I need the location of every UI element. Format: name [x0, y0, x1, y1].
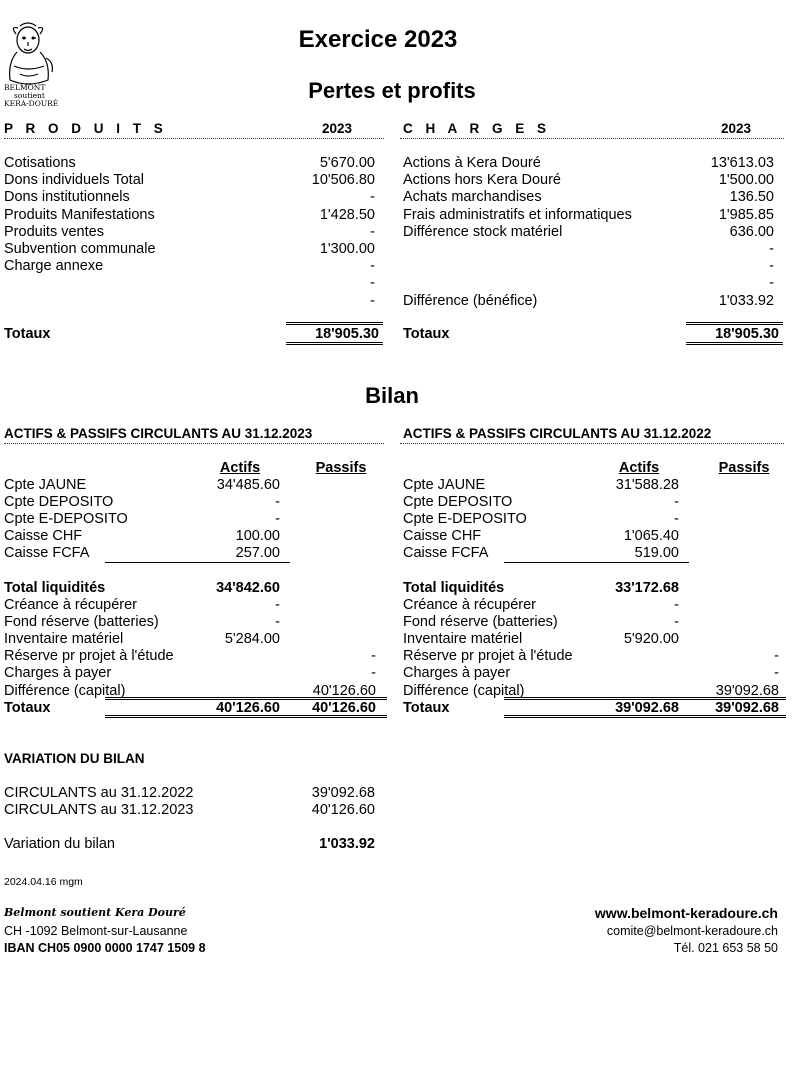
total-rule: [286, 342, 383, 343]
charge-label: Actions hors Kera Douré: [403, 172, 561, 188]
charge-label: Frais administratifs et informatiques: [403, 207, 632, 223]
total-rule: [105, 717, 387, 718]
bilan-totaux-label: Totaux: [403, 700, 450, 716]
bilan-row-label: Inventaire matériel: [403, 631, 523, 647]
total-rule: [686, 344, 783, 345]
charge-value: -: [769, 275, 774, 291]
bilan-right-heading: ACTIFS & PASSIFS CIRCULANTS AU 31.12.2022: [403, 426, 712, 441]
bilan-row-label: Fond réserve (batteries): [4, 614, 159, 630]
bilan-row-label: Réserve pr projet à l'étude: [403, 648, 573, 664]
bilan-row-label: Créance à récupérer: [403, 597, 536, 613]
charge-label: Différence stock matériel: [403, 224, 563, 240]
bilan-actifs-value: 1'065.40: [623, 528, 679, 544]
bilan-row-label: Différence (capital): [403, 683, 525, 699]
passifs-column-header: Passifs: [718, 460, 770, 476]
bilan-actifs-value: 100.00: [235, 528, 280, 544]
total-rule: [686, 322, 783, 323]
section-title-bilan: Bilan: [365, 383, 419, 408]
total-liquidites-value: 34'842.60: [216, 580, 280, 596]
bilan-actifs-value: -: [275, 511, 280, 527]
variation-row-value: 40'126.60: [311, 802, 375, 818]
total-rule: [686, 342, 783, 343]
bilan-actifs-value: -: [275, 614, 280, 630]
bilan-actifs-value: -: [674, 614, 679, 630]
dotted-divider: [400, 138, 784, 139]
bilan-row-label: Cpte DEPOSITO: [403, 494, 513, 510]
bilan-row-label: Cpte E-DEPOSITO: [4, 511, 128, 527]
charge-label: Différence (bénéfice): [403, 293, 538, 309]
logo-text-line: soutient: [14, 91, 45, 100]
total-rule: [686, 324, 783, 325]
total-liquidites-label: Total liquidités: [403, 580, 505, 596]
variation-result-value: 1'033.92: [319, 836, 375, 852]
bilan-row-label: Cpte JAUNE: [403, 477, 486, 493]
charge-value: 1'500.00: [718, 172, 774, 188]
bilan-actifs-value: 31'588.28: [615, 477, 679, 493]
bilan-total-actifs: 40'126.60: [216, 700, 280, 716]
bilan-actifs-value: 519.00: [634, 545, 679, 561]
total-liquidites-label: Total liquidités: [4, 580, 106, 596]
bilan-total-actifs: 39'092.68: [615, 700, 679, 716]
bilan-row-label: Cpte E-DEPOSITO: [403, 511, 527, 527]
bilan-row-label: Caisse FCFA: [4, 545, 90, 561]
produits-total: 18'905.30: [315, 326, 379, 342]
dotted-divider: [400, 443, 784, 444]
dotted-divider: [4, 443, 384, 444]
charge-value: 1'033.92: [718, 293, 774, 309]
variation-row-label: CIRCULANTS au 31.12.2023: [4, 802, 194, 818]
bilan-passifs-value: -: [774, 648, 779, 664]
bilan-actifs-value: -: [275, 597, 280, 613]
produit-label: Dons institutionnels: [4, 189, 130, 205]
produit-value: 10'506.80: [311, 172, 375, 188]
variation-row-label: CIRCULANTS au 31.12.2022: [4, 785, 194, 801]
bilan-passifs-value: 39'092.68: [715, 683, 779, 699]
subtotal-rule: [105, 562, 290, 563]
total-rule: [504, 697, 786, 698]
produit-label: Produits ventes: [4, 224, 104, 240]
bilan-actifs-value: 257.00: [235, 545, 280, 561]
bilan-left-heading: ACTIFS & PASSIFS CIRCULANTS AU 31.12.2023: [4, 426, 313, 441]
bilan-actifs-value: -: [674, 597, 679, 613]
bilan-passifs-value: -: [371, 665, 376, 681]
variation-row-value: 39'092.68: [311, 785, 375, 801]
produit-label: Charge annexe: [4, 258, 104, 274]
bilan-totaux-label: Totaux: [4, 700, 51, 716]
produit-label: Subvention communale: [4, 241, 156, 257]
logo-text-line: BELMONT: [4, 83, 46, 92]
bilan-row-label: Cpte DEPOSITO: [4, 494, 114, 510]
produits-year: 2023: [321, 121, 352, 136]
charge-value: -: [769, 241, 774, 257]
produit-value: -: [370, 224, 375, 240]
bilan-row-label: Caisse CHF: [4, 528, 83, 544]
charge-value: -: [769, 258, 774, 274]
produit-value: -: [370, 293, 375, 309]
bilan-actifs-value: 5'920.00: [623, 631, 679, 647]
produit-label: Cotisations: [4, 155, 76, 171]
bilan-row-label: Réserve pr projet à l'étude: [4, 648, 174, 664]
produit-label: Produits Manifestations: [4, 207, 155, 223]
variation-result-label: Variation du bilan: [4, 836, 115, 852]
bilan-total-passifs: 40'126.60: [312, 700, 376, 716]
bilan-passifs-value: -: [774, 665, 779, 681]
charges-totaux-label: Totaux: [403, 326, 450, 342]
date-note: 2024.04.16 mgm: [4, 876, 83, 888]
bilan-row-label: Créance à récupérer: [4, 597, 137, 613]
produits-totaux-label: Totaux: [4, 326, 51, 342]
actifs-column-header: Actifs: [219, 460, 261, 476]
total-liquidites-value: 33'172.68: [615, 580, 679, 596]
logo-text-line: KERA-DOURÉ: [4, 99, 59, 108]
bilan-actifs-value: -: [674, 494, 679, 510]
charge-label: Actions à Kera Douré: [403, 155, 541, 171]
charge-value: 136.50: [729, 189, 774, 205]
produits-heading: P R O D U I T S: [4, 121, 168, 136]
bilan-row-label: Cpte JAUNE: [4, 477, 87, 493]
produit-value: -: [370, 189, 375, 205]
footer-phone: Tél. 021 653 58 50: [673, 941, 778, 955]
total-rule: [286, 324, 383, 325]
bilan-actifs-value: 5'284.00: [224, 631, 280, 647]
charge-value: 13'613.03: [710, 155, 774, 171]
total-rule: [286, 322, 383, 323]
total-rule: [105, 715, 387, 716]
bilan-row-label: Charges à payer: [4, 665, 112, 681]
bilan-actifs-value: -: [674, 511, 679, 527]
bilan-row-label: Différence (capital): [4, 683, 126, 699]
total-rule: [504, 717, 786, 718]
bilan-actifs-value: -: [275, 494, 280, 510]
bilan-row-label: Charges à payer: [403, 665, 511, 681]
actifs-column-header: Actifs: [618, 460, 660, 476]
produit-value: -: [370, 258, 375, 274]
passifs-column-header: Passifs: [315, 460, 367, 476]
produit-value: -: [370, 275, 375, 291]
dotted-divider: [4, 138, 384, 139]
footer-org-name: Belmont soutient Kera Douré: [4, 906, 186, 919]
produit-value: 1'300.00: [319, 241, 375, 257]
charge-value: 636.00: [729, 224, 774, 240]
bilan-row-label: Inventaire matériel: [4, 631, 124, 647]
bilan-passifs-value: 40'126.60: [312, 683, 376, 699]
charge-value: 1'985.85: [718, 207, 774, 223]
bilan-row-label: Caisse FCFA: [403, 545, 489, 561]
charges-total: 18'905.30: [715, 326, 779, 342]
bilan-total-passifs: 39'092.68: [715, 700, 779, 716]
total-rule: [286, 344, 383, 345]
total-rule: [105, 697, 387, 698]
footer-website-link[interactable]: www.belmont-keradoure.ch: [594, 905, 778, 921]
produit-value: 5'670.00: [319, 155, 375, 171]
footer-iban: IBAN CH05 0900 0000 1747 1509 8: [4, 941, 206, 955]
bilan-actifs-value: 34'485.60: [216, 477, 280, 493]
bilan-row-label: Fond réserve (batteries): [403, 614, 558, 630]
subtotal-rule: [504, 562, 689, 563]
footer-address: CH -1092 Belmont-sur-Lausanne: [4, 924, 188, 938]
produit-label: Dons individuels Total: [4, 172, 144, 188]
charges-heading: C H A R G E S: [403, 121, 551, 136]
charge-label: Achats marchandises: [403, 189, 542, 205]
footer-email-link[interactable]: comite@belmont-keradoure.ch: [606, 924, 778, 938]
bilan-passifs-value: -: [371, 648, 376, 664]
section-title-pertes-profits: Pertes et profits: [308, 78, 476, 103]
total-rule: [504, 715, 786, 716]
bilan-row-label: Caisse CHF: [403, 528, 482, 544]
charges-year: 2023: [720, 121, 751, 136]
produit-value: 1'428.50: [319, 207, 375, 223]
variation-heading: VARIATION DU BILAN: [4, 751, 145, 766]
page-title: Exercice 2023: [298, 26, 458, 53]
